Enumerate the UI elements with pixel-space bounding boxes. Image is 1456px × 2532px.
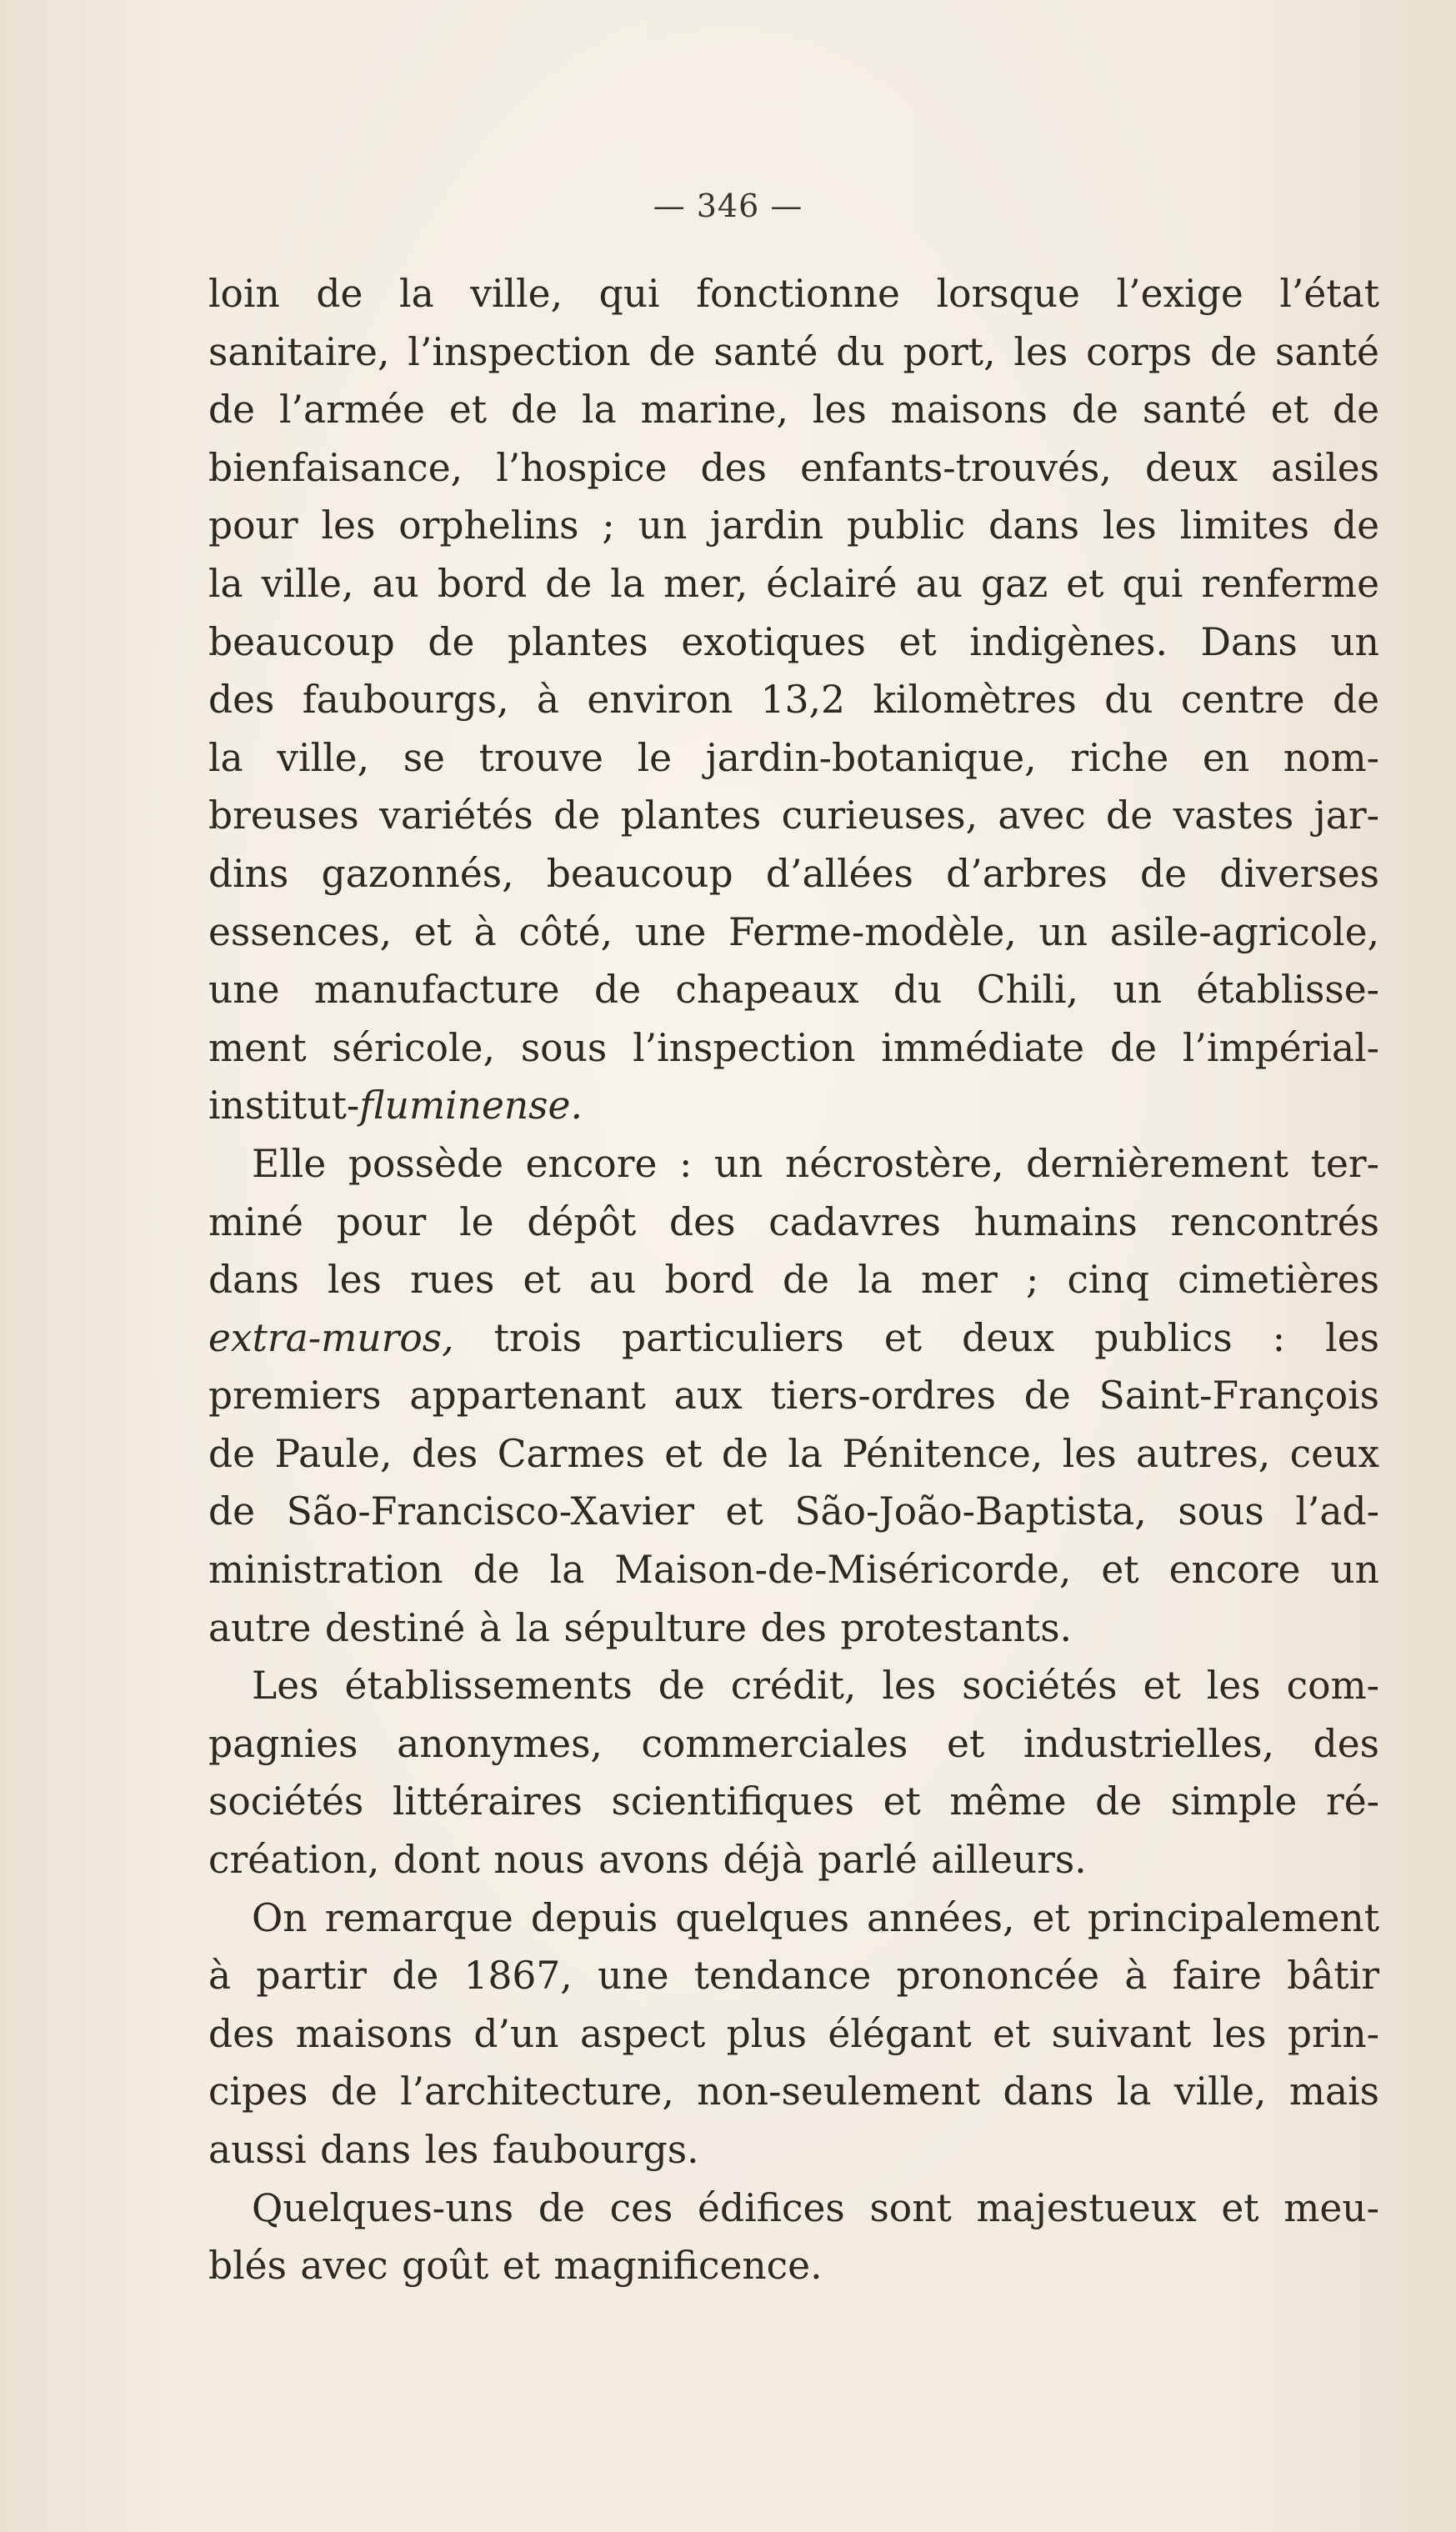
text-line: une manufacture de chapeaux du Chili, un établisse- xyxy=(208,968,1379,1013)
text-line: de l’armée et de la marine, les maisons de santé et de xyxy=(208,388,1379,433)
text-line xyxy=(208,1077,1379,1135)
text-line: aussi dans les faubourgs. xyxy=(208,2128,699,2172)
text-line: blés avec goût et magnificence. xyxy=(208,2244,823,2289)
text-line: des maisons d’un aspect plus élégant et suivant les prin- xyxy=(208,2011,1379,2056)
text-line: ministration de la Maison-de-Miséricorde, et encore un xyxy=(208,1548,1379,1593)
text-line: dans les rues et au bord de la mer ; cinq cimetières xyxy=(208,1258,1379,1303)
plain-run: institut- xyxy=(208,1083,360,1128)
paragraph-start: Elle possède encore : un nécrostère, dernièrement ter- xyxy=(252,1141,1379,1186)
text-line: breuses variétés de plantes curieuses, avec de vastes jar- xyxy=(208,793,1379,838)
text-line: premiers appartenant aux tiers-ordres de Saint-François xyxy=(208,1374,1379,1419)
text-line: à partir de 1867, une tendance prononcée à faire bâtir xyxy=(208,1954,1379,1999)
text-line: bienfaisance, l’hospice des enfants-trouvés, deux asiles xyxy=(208,445,1379,490)
text-line xyxy=(208,1309,1379,1368)
text-line: pour les orphelins ; un jardin public dans les limites de xyxy=(208,503,1379,548)
text-line: miné pour le dépôt des cadavres humains rencontrés xyxy=(208,1199,1379,1244)
italic-run: extra-muros, xyxy=(208,1315,454,1360)
text-line: sanitaire, l’inspection de santé du port, les corps de santé xyxy=(208,329,1379,374)
text-line: autre destiné à la sépulture des protestants. xyxy=(208,1605,1073,1650)
text-line: beaucoup de plantes exotiques et indigènes. Dans un xyxy=(208,619,1379,664)
text-line: dins gazonnés, beaucoup d’allées d’arbres de diverses xyxy=(208,851,1379,896)
text-line: de São-Francisco-Xavier et São-João-Baptista, sous l’ad- xyxy=(208,1489,1379,1534)
text-line: la ville, au bord de la mer, éclairé au gaz et qui renferme xyxy=(208,561,1379,606)
paragraph-start: Quelques-uns de ces édifices sont majestueux et meu- xyxy=(252,2185,1379,2230)
text-line: ment séricole, sous l’inspection immédiate de l’impérial- xyxy=(208,1025,1379,1070)
text-line: essences, et à côté, une Ferme-modèle, un asile-agricole, xyxy=(208,909,1379,954)
text-line: des faubourgs, à environ 13,2 kilomètres du centre de xyxy=(208,678,1379,723)
text-line: de Paule, des Carmes et de la Pénitence, les autres, ceux xyxy=(208,1431,1379,1476)
text-line: création, dont nous avons déjà parlé ailleurs. xyxy=(208,1838,1087,1883)
paragraph-start: On remarque depuis quelques années, et principalement xyxy=(252,1895,1379,1940)
body-text xyxy=(208,265,1379,2295)
page-number: — 346 — xyxy=(653,188,803,224)
text-line: cipes de l’architecture, non-seulement dans la ville, mais xyxy=(208,2069,1379,2114)
paragraph-start: Les établissements de crédit, les sociétés et les com- xyxy=(252,1664,1379,1709)
text-line: pagnies anonymes, commerciales et industrielles, des xyxy=(208,1721,1379,1766)
text-line: loin de la ville, qui fonctionne lorsque l’exige l’état xyxy=(208,272,1379,316)
text-line: la ville, se trouve le jardin-botanique, riche en nom- xyxy=(208,735,1379,780)
italic-run: fluminense. xyxy=(359,1083,583,1128)
plain-run: trois particuliers et deux publics : les xyxy=(453,1315,1379,1360)
text-line: sociétés littéraires scientifiques et même de simple ré- xyxy=(208,1779,1379,1824)
